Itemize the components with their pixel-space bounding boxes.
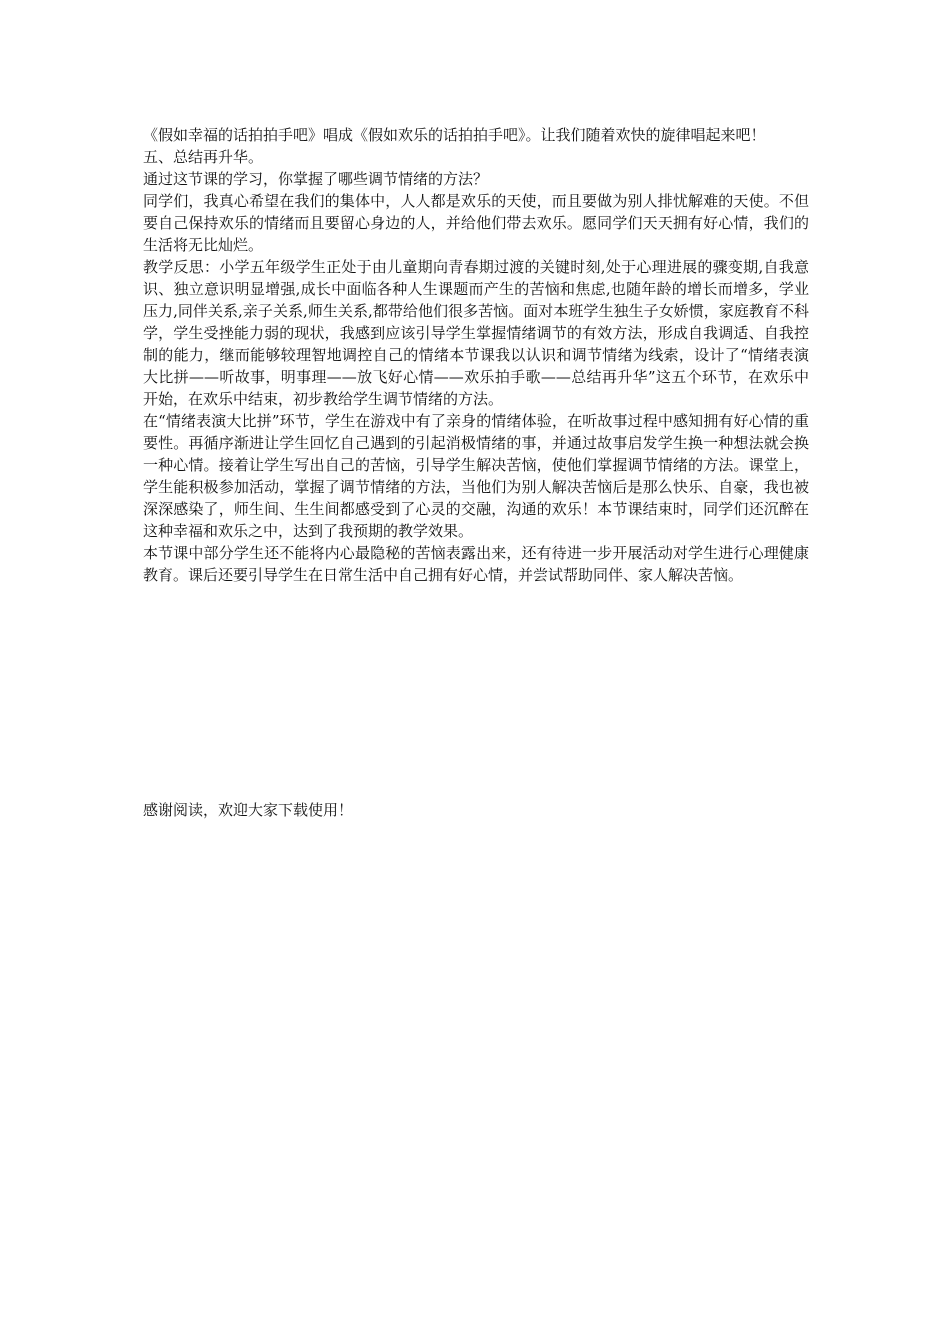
paragraph-question: 通过这节课的学习，你掌握了哪些调节情绪的方法？ [143, 170, 489, 188]
paragraph-song-line: 《假如幸福的话拍拍手吧》唱成《假如欢乐的话拍拍手吧》。让我们随着欢快的旋律唱起来吧！ [143, 126, 766, 144]
closing-note: 感谢阅读，欢迎大家下载使用！ [143, 801, 354, 819]
paragraph-reflection: 教学反思：小学五年级学生正处于由儿童期向青春期过渡的关键时刻,处于心理进展的骤变期,自我意识、独立意识明显增强,成长中面临各种人生课题而产生的苦恼和焦虑,也随年龄的增长而增多，学业压力,同伴关系,亲子关系,师生关系,都带给他们很多苦恼。面对本班学生独生子女娇惯，家庭教育不科学，学生受挫能力弱的现状，我感到应该引导学生掌握情绪调节的有效方法，形成自我调适、自我控制的能力，继而能够较理智地调控自己的情绪本节课我以认识和调节情绪为线索，设计了“情绪表演大比拼——听故事，明事理——放飞好心情——欢乐拍手歌——总结再升华”这五个环节，在欢乐中开始，在欢乐中结束，初步教给学生调节情绪的方法。 [143, 258, 809, 408]
paragraph-wish: 同学们，我真心希望在我们的集体中，人人都是欢乐的天使，而且要做为别人排忧解难的天使。不但要自己保持欢乐的情绪而且要留心身边的人，并给他们带去欢乐。愿同学们天天拥有好心情，我们的生活将无比灿烂。 [143, 192, 809, 254]
section-heading-summary: 五、总结再升华。 [143, 148, 264, 166]
paragraph-shortcomings: 本节课中部分学生还不能将内心最隐秘的苦恼表露出来，还有待进一步开展活动对学生进行心理健康教育。课后还要引导学生在日常生活中自己拥有好心情，并尝试帮助同伴、家人解决苦恼。 [143, 544, 809, 584]
document-body [143, 124, 809, 586]
paragraph-activity-review: 在“情绪表演大比拼”环节，学生在游戏中有了亲身的情绪体验，在听故事过程中感知拥有好心情的重要性。再循序渐进让学生回忆自己遇到的引起消极情绪的事，并通过故事启发学生换一种想法就会换一种心情。接着让学生写出自己的苦恼，引导学生解决苦恼，使他们掌握调节情绪的方法。课堂上，学生能积极参加活动，掌握了调节情绪的方法，当他们为别人解决苦恼后是那么快乐、自豪，我也被深深感染了，师生间、生生间都感受到了心灵的交融，沟通的欢乐！本节课结束时，同学们还沉醉在这种幸福和欢乐之中，达到了我预期的教学效果。 [143, 412, 809, 540]
